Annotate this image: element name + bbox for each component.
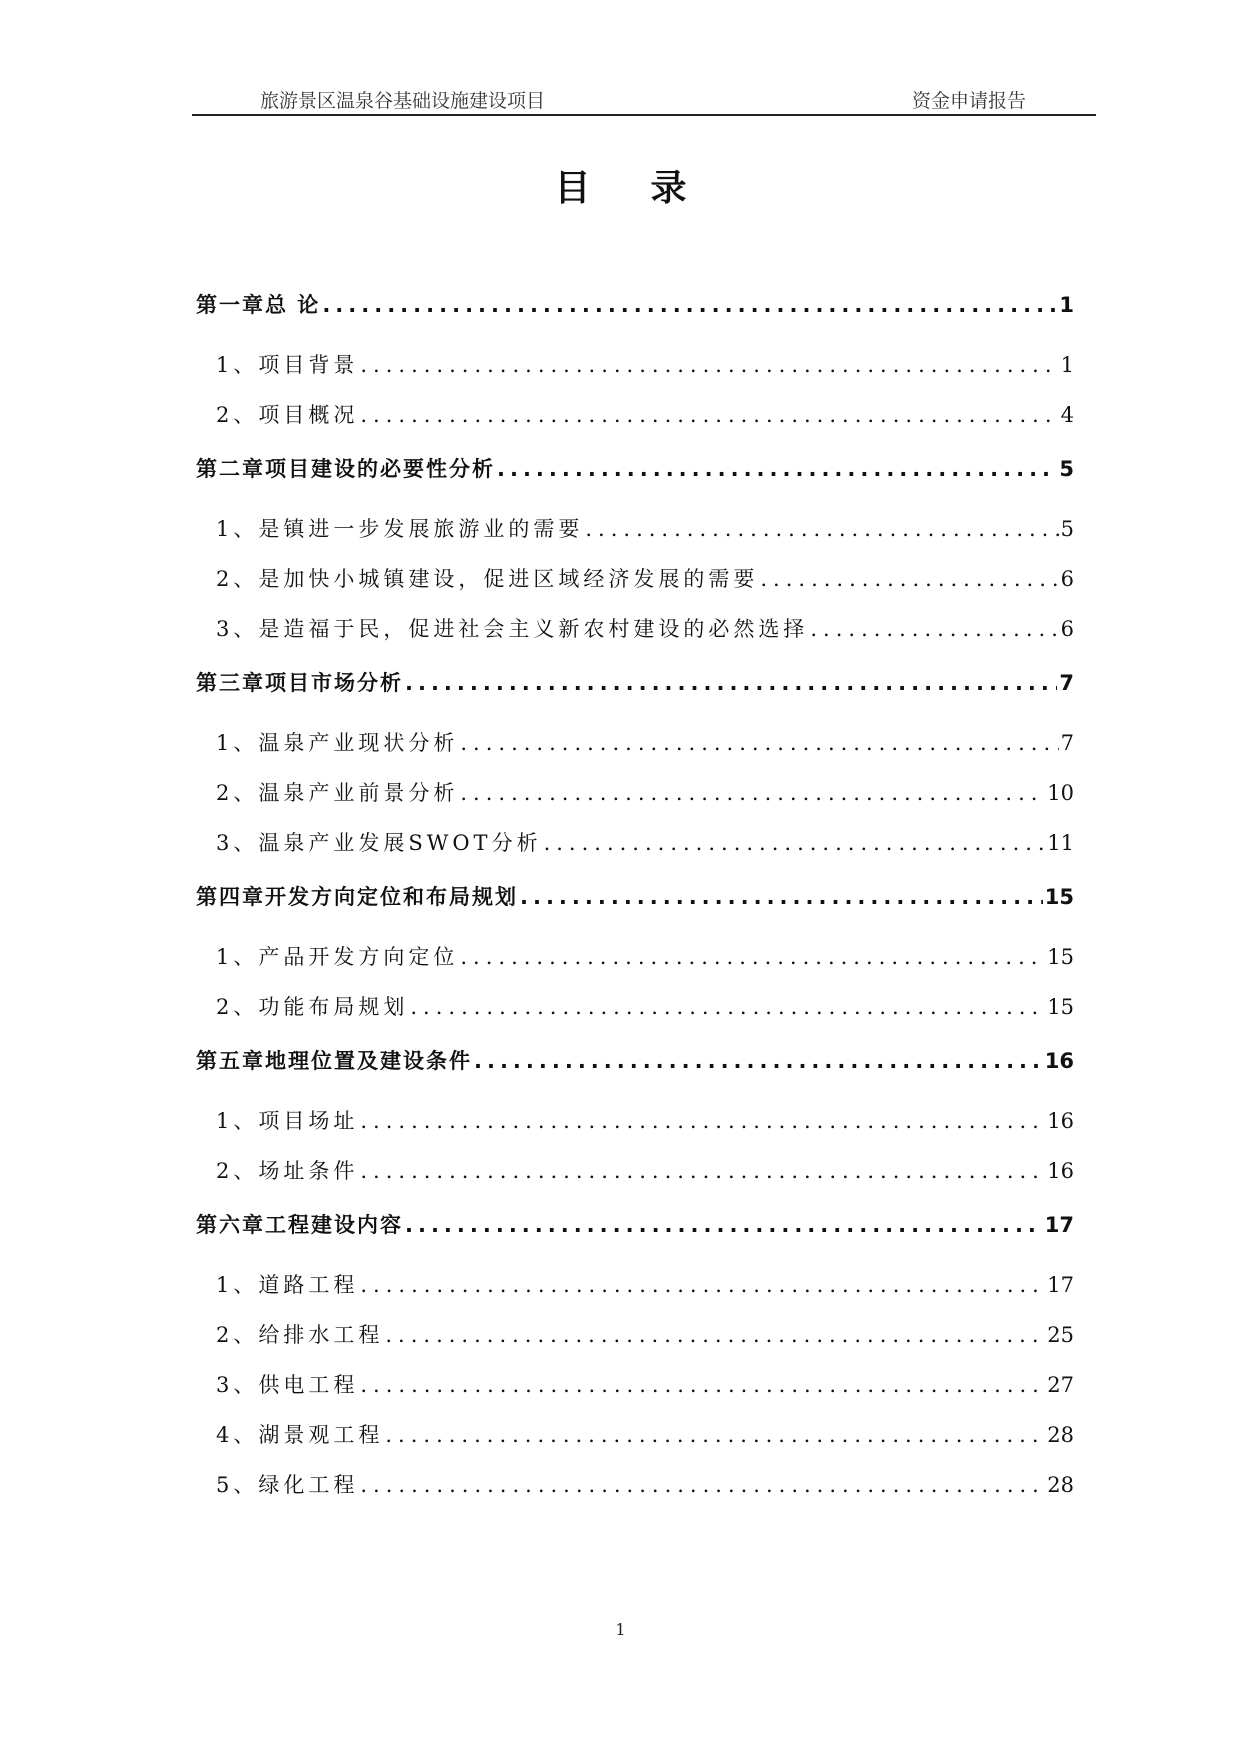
toc-entry-label: 温泉产业发展SWOT分析 — [258, 831, 542, 855]
toc-dot-leader — [810, 604, 1058, 654]
toc-entry-label: 道路工程 — [258, 1273, 359, 1297]
toc-entry-number: 2、 — [216, 995, 259, 1019]
toc-chapter-entry[interactable] — [196, 1196, 1074, 1260]
toc-entry-page: 6 — [1060, 567, 1074, 591]
toc-dot-leader — [474, 1036, 1043, 1086]
toc-entry-number: 1、 — [216, 1273, 259, 1297]
toc-chapter-entry[interactable] — [196, 654, 1074, 718]
toc-section-entry[interactable] — [196, 932, 1074, 982]
toc-entry-number: 2、 — [216, 403, 259, 427]
toc-entry-label: 供电工程 — [258, 1373, 359, 1397]
toc-section-entry[interactable] — [196, 1096, 1074, 1146]
toc-entry-label: 功能布局规划 — [258, 995, 409, 1019]
toc-entry-page: 5 — [1059, 457, 1074, 481]
toc-entry-number: 2、 — [216, 1323, 259, 1347]
toc-entry-page: 11 — [1047, 831, 1074, 855]
toc-dot-leader — [360, 1460, 1045, 1510]
toc-entry-label: 项目场址 — [258, 1109, 359, 1133]
toc-entry-label: 温泉产业前景分析 — [258, 781, 459, 805]
toc-dot-leader — [360, 340, 1058, 390]
toc-dot-leader — [360, 1146, 1045, 1196]
toc-dot-leader — [410, 982, 1045, 1032]
toc-entry-page: 7 — [1060, 731, 1074, 755]
toc-entry-label: 开发方向定位和布局规划 — [265, 885, 518, 909]
toc-dot-leader — [405, 658, 1057, 708]
toc-section-entry[interactable] — [196, 1460, 1074, 1510]
toc-dot-leader — [322, 280, 1057, 330]
toc-entry-number: 1、 — [216, 731, 259, 755]
toc-entry-label: 温泉产业现状分析 — [258, 731, 459, 755]
toc-dot-leader — [760, 554, 1058, 604]
toc-entry-page: 5 — [1060, 517, 1074, 541]
toc-entry-number: 4、 — [216, 1423, 259, 1447]
toc-entry-label: 工程建设内容 — [265, 1213, 403, 1237]
toc-entry-page: 7 — [1059, 671, 1074, 695]
toc-entry-page: 4 — [1060, 403, 1074, 427]
toc-section-entry[interactable] — [196, 340, 1074, 390]
toc-entry-page: 1 — [1059, 293, 1074, 317]
toc-chapter-entry[interactable] — [196, 276, 1074, 340]
toc-section-entry[interactable] — [196, 768, 1074, 818]
toc-dot-leader — [520, 872, 1043, 922]
toc-entry-label: 总 论 — [265, 293, 321, 317]
toc-entry-number: 2、 — [216, 1159, 259, 1183]
toc-section-entry[interactable] — [196, 718, 1074, 768]
toc-entry-page: 1 — [1060, 353, 1074, 377]
toc-section-entry[interactable] — [196, 554, 1074, 604]
toc-dot-leader — [585, 504, 1058, 554]
toc-dot-leader — [360, 1360, 1045, 1410]
toc-entry-page: 27 — [1047, 1373, 1074, 1397]
header-project-name: 旅游景区温泉谷基础设施建设项目 — [260, 90, 546, 112]
toc-section-entry[interactable] — [196, 982, 1074, 1032]
toc-entry-page: 25 — [1047, 1323, 1074, 1347]
toc-entry-number: 2、 — [216, 781, 259, 805]
toc-dot-leader — [360, 1260, 1045, 1310]
toc-entry-number: 第三章 — [196, 671, 265, 695]
toc-entry-page: 16 — [1044, 1049, 1074, 1073]
toc-dot-leader — [460, 932, 1045, 982]
toc-section-entry[interactable] — [196, 1410, 1074, 1460]
toc-entry-page: 28 — [1047, 1473, 1074, 1497]
toc-section-entry[interactable] — [196, 818, 1074, 868]
toc-entry-number: 第六章 — [196, 1213, 265, 1237]
toc-dot-leader — [460, 768, 1045, 818]
toc-entry-page: 16 — [1047, 1109, 1074, 1133]
toc-entry-label: 项目建设的必要性分析 — [265, 457, 495, 481]
toc-dot-leader — [460, 718, 1058, 768]
toc-title: 目录 — [554, 168, 747, 209]
toc-entry-label: 项目市场分析 — [265, 671, 403, 695]
toc-entry-number: 1、 — [216, 517, 259, 541]
toc-entry-number: 2、 — [216, 567, 259, 591]
toc-entry-page: 17 — [1044, 1213, 1074, 1237]
toc-entry-number: 1、 — [216, 1109, 259, 1133]
toc-entry-number: 3、 — [216, 831, 259, 855]
page-header — [192, 84, 1096, 116]
toc-entry-label: 场址条件 — [258, 1159, 359, 1183]
toc-dot-leader — [405, 1200, 1043, 1250]
header-report-type: 资金申请报告 — [911, 90, 1026, 112]
toc-entry-label: 项目概况 — [258, 403, 359, 427]
toc-section-entry[interactable] — [196, 1310, 1074, 1360]
toc-entry-page: 17 — [1047, 1273, 1074, 1297]
toc-entry-page: 15 — [1044, 885, 1074, 909]
toc-entry-number: 第四章 — [196, 885, 265, 909]
toc-section-entry[interactable] — [196, 1260, 1074, 1310]
toc-entry-label: 湖景观工程 — [258, 1423, 384, 1447]
toc-entry-page: 6 — [1060, 617, 1074, 641]
toc-entry-label: 项目背景 — [258, 353, 359, 377]
toc-entry-page: 15 — [1047, 945, 1074, 969]
toc-entry-page: 15 — [1047, 995, 1074, 1019]
toc-chapter-entry[interactable] — [196, 440, 1074, 504]
toc-entry-number: 1、 — [216, 353, 259, 377]
toc-entry-number: 第二章 — [196, 457, 265, 481]
toc-chapter-entry[interactable] — [196, 1032, 1074, 1096]
toc-entry-page: 10 — [1047, 781, 1074, 805]
toc-entry-label: 给排水工程 — [258, 1323, 384, 1347]
toc-entry-label: 产品开发方向定位 — [258, 945, 459, 969]
toc-entry-label: 是造福于民，促进社会主义新农村建设的必然选择 — [258, 617, 809, 641]
toc-section-entry[interactable] — [196, 1360, 1074, 1410]
toc-entry-page: 16 — [1047, 1159, 1074, 1183]
toc-dot-leader — [385, 1310, 1045, 1360]
toc-section-entry[interactable] — [196, 1146, 1074, 1196]
toc-entry-number: 1、 — [216, 945, 259, 969]
toc-entry-number: 第五章 — [196, 1049, 265, 1073]
toc-dot-leader — [385, 1410, 1045, 1460]
toc-entry-label: 是镇进一步发展旅游业的需要 — [258, 517, 584, 541]
table-of-contents — [196, 276, 1074, 1510]
toc-section-entry[interactable] — [196, 604, 1074, 654]
toc-entry-label: 绿化工程 — [258, 1473, 359, 1497]
toc-entry-number: 3、 — [216, 617, 259, 641]
toc-chapter-entry[interactable] — [196, 868, 1074, 932]
toc-dot-leader — [497, 444, 1057, 494]
toc-entry-number: 3、 — [216, 1373, 259, 1397]
toc-entry-label: 是加快小城镇建设，促进区域经济发展的需要 — [258, 567, 759, 591]
toc-section-entry[interactable] — [196, 390, 1074, 440]
toc-entry-page: 28 — [1047, 1423, 1074, 1447]
toc-dot-leader — [360, 390, 1058, 440]
toc-entry-number: 第一章 — [196, 293, 265, 317]
toc-dot-leader — [360, 1096, 1045, 1146]
toc-section-entry[interactable] — [196, 504, 1074, 554]
toc-entry-number: 5、 — [216, 1473, 259, 1497]
page-number: 1 — [615, 1620, 626, 1639]
toc-dot-leader — [544, 818, 1046, 868]
toc-entry-label: 地理位置及建设条件 — [265, 1049, 472, 1073]
